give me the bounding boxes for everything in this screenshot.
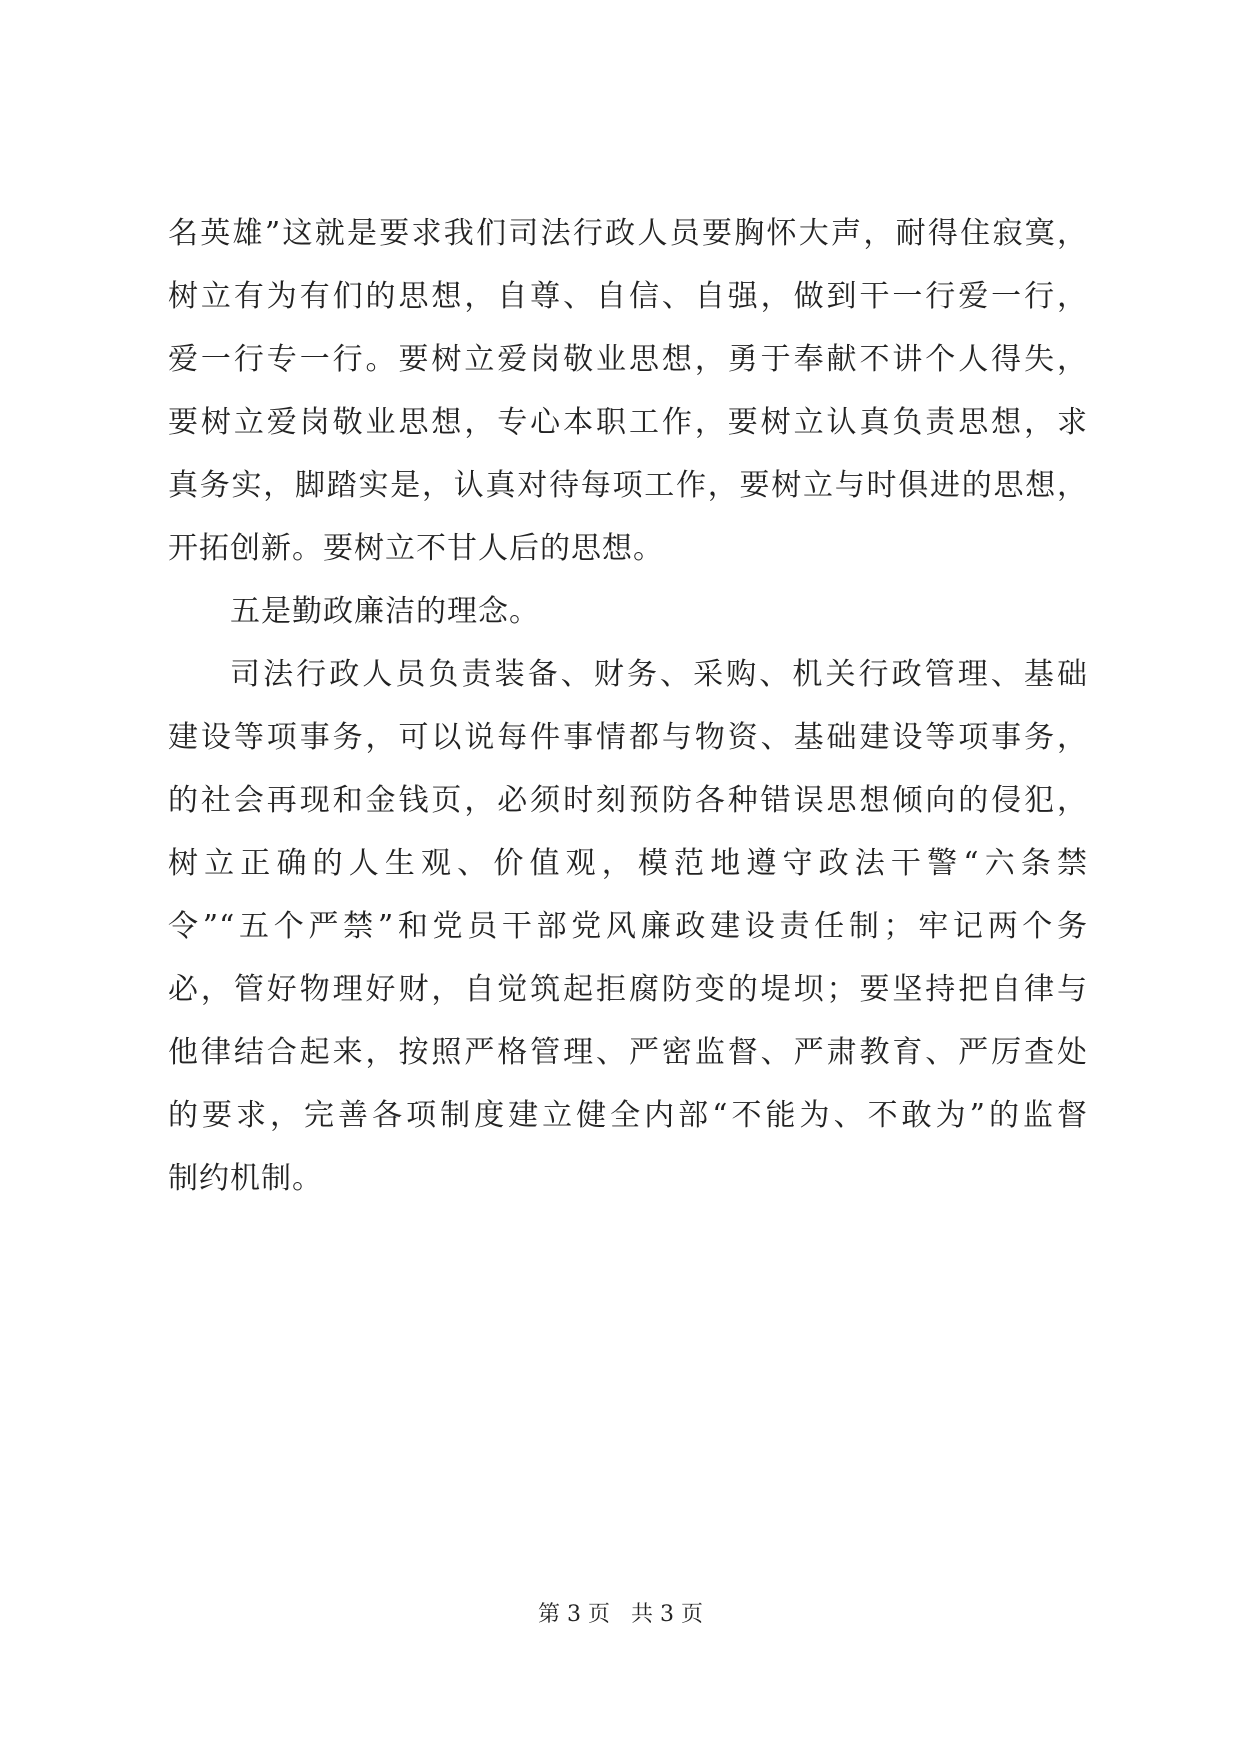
paragraph-1-line-4: 要树立爱岗敬业思想，专心本职工作，要树立认真负责思想，求	[168, 405, 1088, 440]
paragraph-3-line-8: 的要求，完善各项制度建立健全内部“不能为、不敢为”的监督	[168, 1098, 1088, 1133]
paragraph-1-line-5: 真务实，脚踏实是，认真对待每项工作，要树立与时俱进的思想，	[168, 468, 1088, 503]
paragraph-3-line-1: 司法行政人员负责装备、财务、采购、机关行政管理、基础	[230, 657, 1088, 692]
paragraph-3-line-9: 制约机制。	[168, 1161, 323, 1196]
document-body	[168, 202, 1088, 1210]
paragraph-3-line-2: 建设等项事务，可以说每件事情都与物资、基础建设等项事务，	[168, 720, 1088, 755]
paragraph-1-line-1: 名英雄”这就是要求我们司法行政人员要胸怀大声，耐得住寂寞，	[168, 216, 1088, 251]
paragraph-1-line-3: 爱一行专一行。要树立爱岗敬业思想，勇于奉献不讲个人得失，	[168, 342, 1088, 377]
paragraph-3-line-7: 他律结合起来，按照严格管理、严密监督、严肃教育、严厉查处	[168, 1035, 1088, 1070]
paragraph-3-line-5: 令”“五个严禁”和党员干部党风廉政建设责任制；牢记两个务	[168, 909, 1088, 944]
paragraph-3-line-6: 必，管好物理好财，自觉筑起拒腐防变的堤坝；要坚持把自律与	[168, 972, 1088, 1007]
paragraph-3-line-4: 树立正确的人生观、价值观，模范地遵守政法干警“六条禁	[168, 846, 1088, 881]
paragraph-3-line-3: 的社会再现和金钱页，必须时刻预防各种错误思想倾向的侵犯，	[168, 783, 1088, 818]
paragraph-1-line-2: 树立有为有们的思想，自尊、自信、自强，做到干一行爱一行，	[168, 279, 1088, 314]
page-number-footer: 第 3 页 共 3 页	[538, 1602, 703, 1627]
section-heading: 五是勤政廉洁的理念。	[230, 594, 540, 629]
paragraph-1-line-6: 开拓创新。要树立不甘人后的思想。	[168, 531, 664, 566]
